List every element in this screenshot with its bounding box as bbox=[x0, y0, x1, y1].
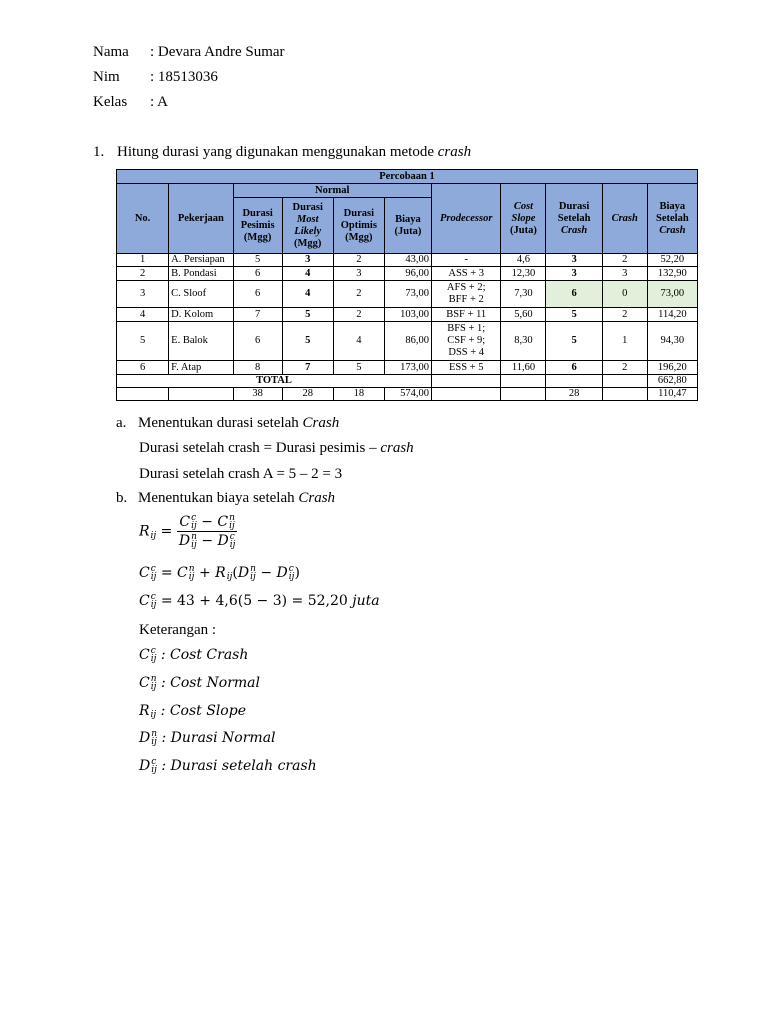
total-label: TOTAL bbox=[117, 375, 432, 388]
question-text-italic: crash bbox=[437, 144, 472, 160]
header-durasi-setelah-crash: Durasi Setelah Crash bbox=[546, 184, 602, 254]
section-a-line1: Durasi setelah crash = Durasi pesimis – crash bbox=[139, 440, 414, 456]
table-row: 4 D. Kolom 7 5 2 103,00 BSF + 11 5,60 5 2 114,20 bbox=[117, 308, 698, 322]
header-durasi-most-likely: Durasi Most Likely (Mgg) bbox=[282, 198, 333, 254]
nama-value: : Devara Andre Sumar bbox=[150, 44, 285, 60]
keterangan-item: C c ij : Cost Crash bbox=[139, 646, 249, 664]
kelas-line bbox=[93, 94, 168, 111]
header-biaya: Biaya (Juta) bbox=[384, 198, 431, 254]
header-prodecessor: Prodecessor bbox=[431, 184, 501, 254]
sum-row: 38 28 18 574,00 28 110,47 bbox=[117, 388, 698, 401]
question-number: 1. bbox=[93, 144, 105, 160]
formula-cost-crash: C c ij = C n ij + R ij (D n ij − D c ij ) bbox=[139, 564, 300, 582]
section-b-title: b. Menentukan biaya setelah Crash bbox=[116, 490, 336, 506]
crash-table bbox=[116, 169, 698, 401]
nim-line bbox=[93, 69, 218, 86]
header-durasi-pesimis: Durasi Pesimis (Mgg) bbox=[233, 198, 282, 254]
question-1 bbox=[93, 144, 471, 161]
table-row: 1 A. Persiapan 5 3 2 43,00 - 4,6 3 2 52,20 bbox=[117, 254, 698, 267]
keterangan-item: D c ij : Durasi setelah crash bbox=[139, 757, 317, 775]
keterangan-item: R ij : Cost Slope bbox=[139, 703, 246, 720]
kelas-value: : A bbox=[150, 94, 168, 110]
section-a-title: a. Menentukan durasi setelah Crash bbox=[116, 415, 340, 431]
question-text: Hitung durasi yang digunakan menggunakan metode bbox=[117, 144, 435, 160]
table-row: 5 E. Balok 6 5 4 86,00 BFS + 1; CSF + 9; DSS + 4 8,30 5 1 94,30 bbox=[117, 322, 698, 361]
header-normal: Normal bbox=[233, 184, 431, 198]
formula-cost-crash-example: C c ij = 43 + 4,6(5 − 3) = 52,20 juta bbox=[139, 592, 380, 610]
header-crash: Crash bbox=[602, 184, 647, 254]
nim-value: : 18513036 bbox=[150, 69, 218, 85]
section-a-line2: Durasi setelah crash A = 5 – 2 = 3 bbox=[139, 466, 343, 482]
kelas-label: Kelas bbox=[93, 94, 128, 110]
total-row bbox=[117, 375, 698, 388]
header-durasi-optimis: Durasi Optimis (Mgg) bbox=[333, 198, 384, 254]
header-cost-slope: Cost Slope (Juta) bbox=[501, 184, 546, 254]
total-biaya-crash: 662,80 bbox=[647, 375, 697, 388]
keterangan-title: Keterangan : bbox=[139, 622, 217, 638]
nim-label: Nim bbox=[93, 69, 120, 85]
nama-label: Nama bbox=[93, 44, 129, 60]
table-title: Percobaan 1 bbox=[117, 170, 698, 184]
nama-line bbox=[93, 44, 285, 61]
table-row: 3 C. Sloof 6 4 2 73,00 AFS + 2; BFF + 2 7,30 6 0 73,00 bbox=[117, 281, 698, 308]
formula-cost-slope: R ij = C c ij − C n ij D n ij − D c ij bbox=[139, 513, 236, 550]
header-biaya-setelah-crash: Biaya Setelah Crash bbox=[647, 184, 697, 254]
header-pekerjaan: Pekerjaan bbox=[169, 184, 233, 254]
header-no: No. bbox=[117, 184, 169, 254]
keterangan-item: C n ij : Cost Normal bbox=[139, 674, 261, 692]
keterangan-item: D n ij : Durasi Normal bbox=[139, 729, 276, 747]
table-row: 6 F. Atap 8 7 5 173,00 ESS + 5 11,60 6 2 196,20 bbox=[117, 361, 698, 375]
table-row: 2 B. Pondasi 6 4 3 96,00 ASS + 3 12,30 3 3 132,90 bbox=[117, 267, 698, 281]
